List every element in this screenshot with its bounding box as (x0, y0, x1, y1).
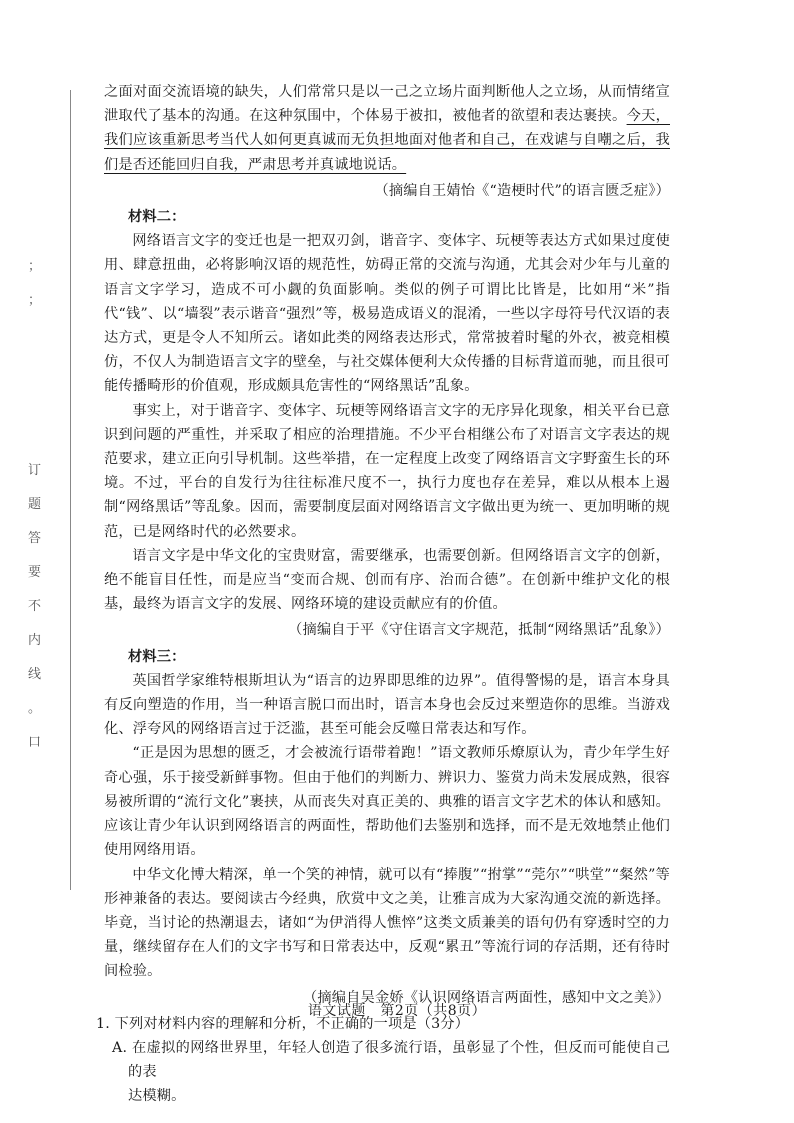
material2-paragraph: 语言文字是中华文化的宝贵财富，需要继承，也需要创新。但网络语言文字的创新，绝不能盲目任性，而是应当“变而合规、创而有序、治而合德”。在创新中维护文化的根基，最终为语言文字的发展、网络环境的建设贡献应有的价值。 (104, 547, 670, 613)
intro-paragraph (104, 80, 670, 177)
material2-paragraph: 事实上，对于谐音字、变体字、玩梗等网络语言文字的无序异化现象，相关平台已意识到问题的严重性，并采取了相应的治理措施。不少平台相继公布了对语言文字表达的规范要求，建立正向引导机制。这些举措，在一定程度上改变了网络语言文字野蛮生长的环境。不过，平台的自发行为往往标准尺度不一，执行力度也存在差异，难以从根本上遏制“网络黑话”等乱象。因而，需要制度层面对网络语言文字做出更为统一、更加明晰的规范，已是网络时代的必然要求。 (104, 402, 670, 540)
margin-mark: 题 (28, 497, 42, 512)
margin-mark: 。 (28, 701, 42, 716)
material3-source: （摘编自吴金娇《认识网络语言两面性，感知中文之美》） (303, 989, 670, 1006)
margin-mark: 答 (28, 531, 42, 546)
question-1-option-a (112, 1036, 670, 1109)
margin-mark: 内 (28, 633, 42, 648)
exam-page-body (96, 80, 670, 1109)
margin-mark: ； (28, 293, 42, 308)
page-footer: 语文试题 第2页（共8页） (307, 1003, 487, 1019)
material3-paragraph: 中华文化博大精深，单一个笑的神情，就可以有“捧腹”“拊掌”“莞尔”“哄堂”“粲然”等形神兼备的表达。要阅读古今经典，欣赏中文之美，让雅言成为大家沟通交流的新选择。毕竟，当讨论的热潮退去，诸如“为伊消得人憔悴”这类文质兼美的语句仍有穿透时空的力量，继续留存在人们的文字书写和日常表达中，反观“累丑”等流行词的存活期，还有待时间检验。 (104, 866, 670, 980)
intro-text: 之面对面交流语境的缺失，人们常常只是以一己之立场片面判断他人之立场，从而情绪宣泄取代了基本的沟通。在这种氛围中，个体易于被扣，被他者的欲望和表达裹挟。 (104, 84, 670, 125)
material3-heading: 材料三： (128, 648, 186, 665)
margin-mark: 不 (28, 599, 42, 614)
material3-paragraph: “正是因为思想的匮乏，才会被流行语带着跑！”语文教师乐燎原认为，青少年学生好奇心强，乐于接受新鲜事物。但由于他们的判断力、辨识力、鉴赏力尚未发展成熟，很容易被所谓的“流行文化”裹挟，从而丧失对真正美的、典雅的语言文字艺术的体认和感知。应该让青少年认识到网络语言的两面性，帮助他们去鉴别和选择，而不是无效地禁止他们使用网络用语。 (104, 745, 670, 859)
binding-margin-marks (28, 250, 48, 760)
intro-underlined-text: 今天，我们应该重新思考当代人如何更真诚而无负担地面对他者和自己，在戏谑与自嘲之后，我们是否还能回归自我，严肃思考并真诚地说话。 (104, 108, 670, 173)
material2-paragraph: 网络语言文字的变迁也是一把双刃剑，谐音字、变体字、玩梗等表达方式如果过度使用、肆意扭曲，必将影响汉语的规范性，妨碍正常的交流与沟通，尤其会对少年与儿童的语言文字学习，造成不可小觑的负面影响。类似的例子可谓比比皆是，比如用“米”指代“钱”、以“墙裂”表示谐音“强烈”等，极易造成语义的混淆，一些以字母符号代汉语的表达方式，更是令人不知所云。诸如此类的网络表达形式，常常披着时髦的外衣，被竞相模仿，不仅人为制造语言文字的壁垒，与社交媒体便利大众传播的目标背道而驰，而且很可能传播畸形的价值观，形成颇具危害性的“网络黑话”乱象。 (104, 233, 670, 395)
intro-source: （摘编自王婧怡《“造梗时代”的语言匮乏症》） (374, 182, 670, 199)
margin-mark: 订 (28, 463, 42, 478)
margin-mark: 线 (28, 667, 42, 682)
margin-mark: 口 (28, 735, 42, 750)
option-a-line1: A. 在虚拟的网络世界里，年轻人创造了很多流行语，虽彰显了个性，但反而可能使自己的表 (112, 1039, 670, 1081)
margin-mark: ； (28, 259, 42, 274)
material3-paragraph: 英国哲学家维特根斯坦认为“语言的边界即思维的边界”。值得警惕的是，语言本身具有反向塑造的作用，当一种语言脱口而出时，语言本身也会反过来塑造你的思维。当游戏化、浮夸风的网络语言过于泛滥，甚至可能会反噬日常表达和写作。 (104, 672, 670, 738)
material2-source: （摘编自于平《守住语言文字规范，抵制“网络黑话”乱象》） (288, 622, 670, 639)
binding-margin-line (70, 90, 71, 890)
question-1-stem: 1. 下列对材料内容的理解和分析，不正确的一项是（3分） (96, 1015, 470, 1032)
margin-mark: 要 (28, 565, 42, 580)
option-a-line2: 达模糊。 (128, 1088, 186, 1105)
material2-heading: 材料二： (128, 209, 186, 226)
